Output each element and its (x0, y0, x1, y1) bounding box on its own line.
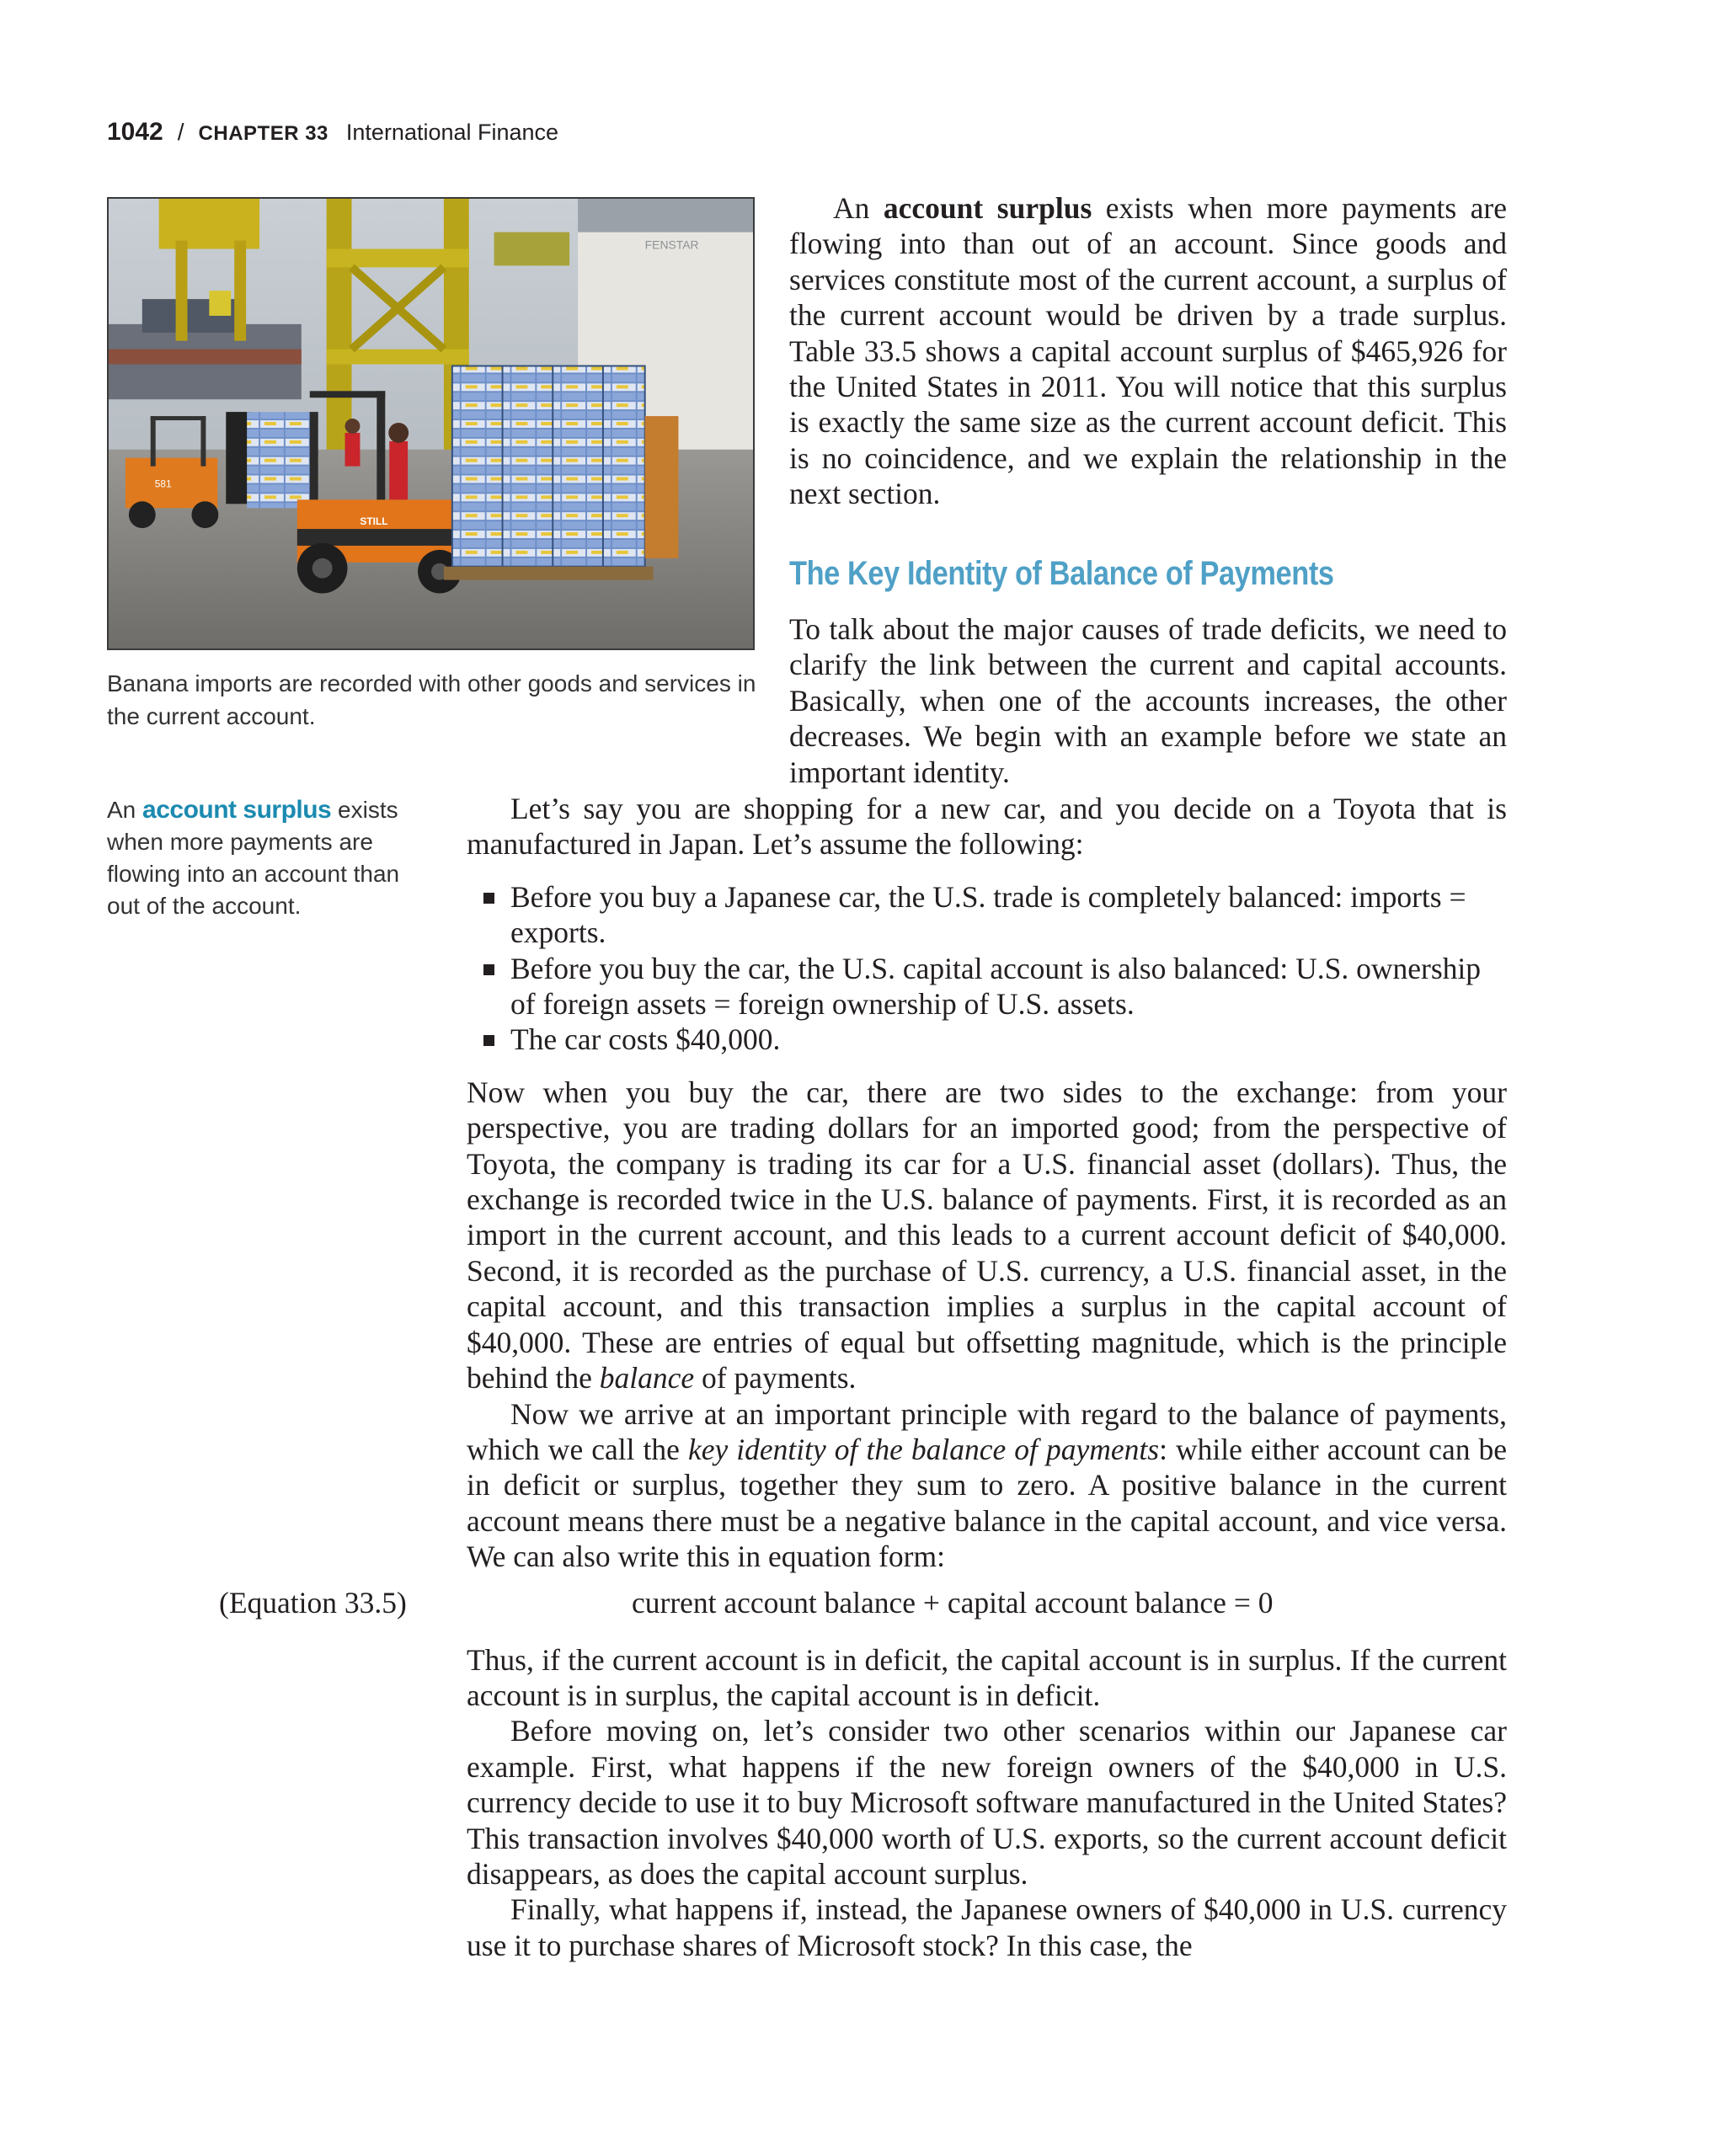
paragraph-body: exists when more payments are flowing into than out of an account. Since goods and services constitute most of the current account, a surplus of the current account would be driven by a trade surplus. Table 33.5 shows a capital account surplus of $465,926 for the United States in 2011. You will notice that this surplus is exactly the same size as the current account deficit. This is no coincidence, and we explain the relationship in the next section. (789, 191, 1507, 511)
exchange-paragraph (467, 1075, 1507, 1396)
assumption-list (467, 879, 1507, 1058)
margin-definition (107, 794, 435, 922)
list-item (510, 879, 1507, 951)
equation-row (219, 1585, 1507, 1636)
running-head (107, 118, 558, 147)
margin-note-suffix: exists when more payments are flowing into an account than out of the account. (107, 797, 400, 919)
banana-import-photo (107, 197, 755, 650)
equation: current account balance + capital account balance = 0 (632, 1585, 1274, 1620)
account-surplus-paragraph (789, 190, 1507, 512)
bullet-square-icon (483, 964, 494, 975)
photo-caption: Banana imports are recorded with other goods and services in the current account. (107, 670, 756, 729)
identity-text-a: Now we arrive at an important principle with regard to the balance of payments, which we call the (467, 1396, 1507, 1466)
paragraph-term: account surplus (883, 191, 1092, 225)
list-item-text: Before you buy a Japanese car, the U.S. trade is completely balanced: imports = exports. (510, 879, 1466, 950)
intro-column (789, 190, 1507, 512)
car-example-paragraph: Let’s say you are shopping for a new car, and you decide on a Toyota that is manufactured in Japan. Let’s assume the following: (467, 792, 1507, 862)
page-number: 1042 (107, 118, 163, 146)
ship-label: FENSTAR (644, 237, 699, 252)
section-intro-paragraph: To talk about the major causes of trade deficits, we need to clarify the link between the current and capital accounts. Basically, when one of the accounts increases, the other decreases. We begin with an example before we state an important identity. (789, 612, 1507, 789)
list-item (510, 1022, 1507, 1057)
forklift-number: 581 (154, 478, 172, 490)
key-identity-paragraph (467, 1396, 1507, 1575)
forklift-brand: STILL (360, 515, 388, 528)
identity-text-b: : while either account can be in deficit or surplus, together they sum to zero. A positive balance in the current account means there must be a negative balance in the capital account, and vice versa. We can also write this in equation form: (467, 1432, 1508, 1574)
paragraph-lead: An (833, 191, 884, 225)
section-intro-column (789, 611, 1507, 790)
deficit-surplus-paragraph: Thus, if the current account is in deficit, the capital account is in surplus. If the current account is in surplus, the capital account is in deficit. (467, 1642, 1507, 1712)
scenario-software-paragraph: Before moving on, let’s consider two other scenarios within our Japanese car example. First, what happens if the new foreign owners of the $40,000 in U.S. currency decide to use it to buy Microsoft software manufactured in the United States? This transaction involves $40,000 worth of U.S. exports, so the current account deficit disappears, as does the capital account surplus. (467, 1714, 1507, 1891)
exchange-text: Now when you buy the car, there are two sides to the exchange: from your perspective, you are trading dollars for an imported good; from the perspective of Toyota, the company is trading its car for a U.S. financial asset (dollars). Thus, the exchange is recorded twice in the U.S. balance of payments. First, it is recorded as an import in the current account, and this leads to a current account deficit of $40,000. Second, it is recorded as the purchase of U.S. currency, a U.S. financial asset, in the capital account, and this transaction implies a surplus in the capital account of $40,000. These are entries of equal but offsetting magnitude, which is the principle behind the (467, 1075, 1507, 1396)
bullet-square-icon (483, 1035, 494, 1046)
bullet-square-icon (483, 893, 494, 904)
list-item (510, 951, 1507, 1022)
identity-emphasis: key identity of the balance of payments (687, 1432, 1160, 1466)
exchange-tail: of payments. (694, 1361, 857, 1396)
chapter-label: CHAPTER 33 (198, 122, 328, 145)
equation-label: (Equation 33.5) (219, 1585, 407, 1620)
list-item-text: The car costs $40,000. (510, 1022, 781, 1057)
header-separator: / (177, 119, 184, 145)
list-item-text: Before you buy the car, the U.S. capital account is also balanced: U.S. ownership of foreign assets = foreign ownership of U.S. assets. (510, 951, 1481, 1022)
margin-note-prefix: An (107, 797, 143, 823)
chapter-title: International Finance (345, 120, 559, 145)
exchange-emphasis: balance (599, 1361, 695, 1396)
port-scene-illustration (109, 199, 753, 648)
scenario-stock-paragraph: Finally, what happens if, instead, the Japanese owners of $40,000 in U.S. currency use it to purchase shares of Microsoft stock? In this case, the (467, 1892, 1507, 1962)
margin-note-term: account surplus (142, 796, 332, 824)
section-heading: The Key Identity of Balance of Payments (789, 555, 1334, 592)
